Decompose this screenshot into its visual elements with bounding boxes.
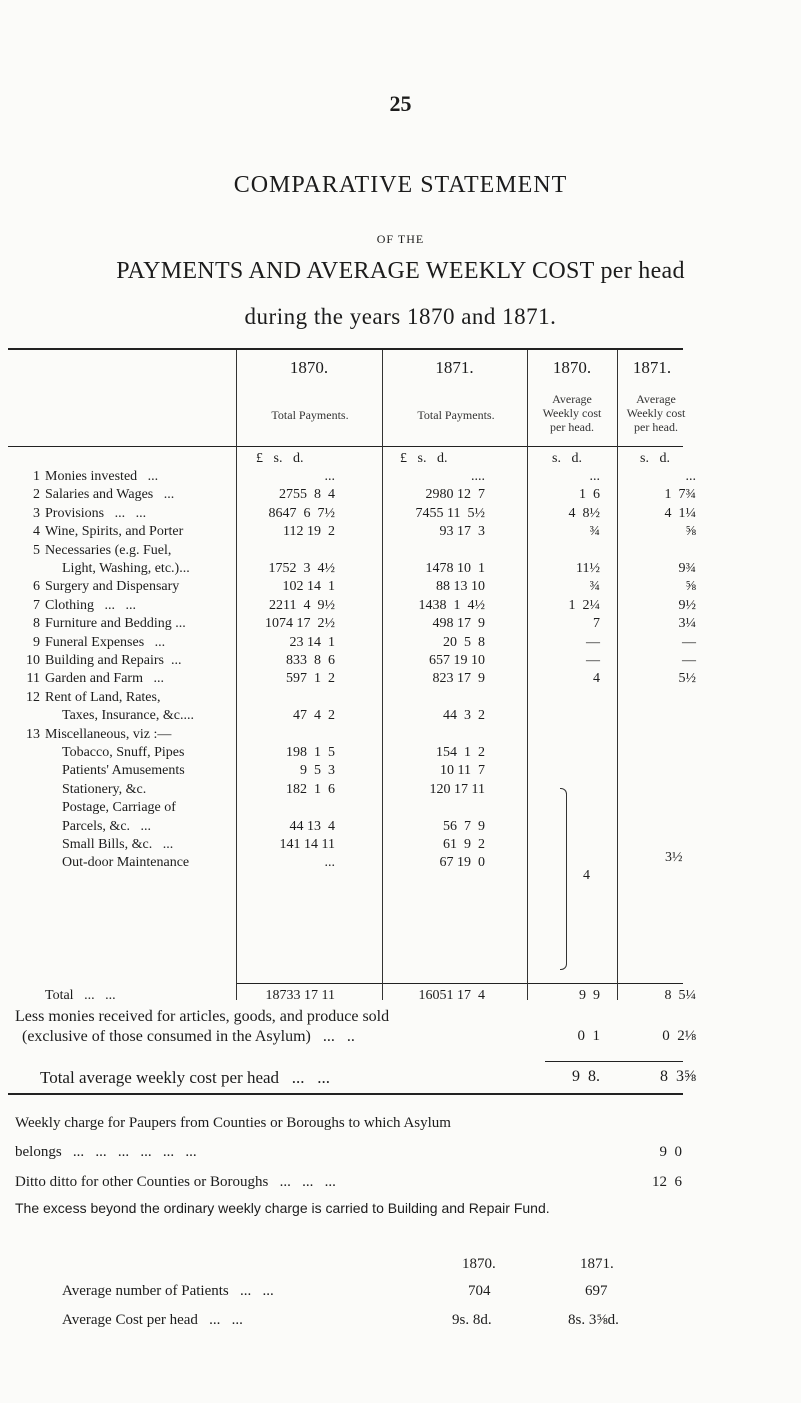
total-1871-cell: 88 13 10 <box>436 579 485 594</box>
table-row <box>0 597 801 615</box>
table-row <box>0 707 801 725</box>
header-year-1871-total: 1871. <box>435 358 474 377</box>
avg-cost-1871: 8s. 3⅝d. <box>568 1312 619 1328</box>
avg-1870-cell: ¾ <box>589 579 600 594</box>
summary-year-1871: 1871. <box>580 1256 614 1272</box>
total-1870-cell: 8647 6 7½ <box>268 506 335 521</box>
total-1870-cell: 9 5 3 <box>300 763 335 778</box>
row-item: Wine, Spirits, and Porter <box>45 524 184 539</box>
table-row <box>0 578 801 596</box>
row-number: 8 <box>33 616 40 631</box>
header-year-1870-avg: 1870. <box>552 358 592 377</box>
row-number: 13 <box>26 727 40 742</box>
row-number: 11 <box>26 671 40 686</box>
total-1870-cell: 1752 3 4½ <box>268 561 335 576</box>
excess-note: The excess beyond the ordinary weekly charge is carried to Building and Repair Fund. <box>15 1200 550 1216</box>
total-1870-cell: 47 4 2 <box>293 708 335 723</box>
avg-1871-cell: 5½ <box>678 671 696 686</box>
avg-1871-cell: 9¾ <box>678 561 696 576</box>
avg-1870-cell: — <box>586 653 600 668</box>
total-1871-cell: 61 9 2 <box>443 837 485 852</box>
avg-1870-cell: 1 2¼ <box>568 598 600 613</box>
avg-1870-cell: ... <box>589 469 600 484</box>
total-1870-cell: 141 14 11 <box>279 837 335 852</box>
row-item: Surgery and Dispensary <box>45 579 180 594</box>
avg-top-rule <box>545 1061 683 1062</box>
row-number: 4 <box>33 524 40 539</box>
total-1871-cell: 498 17 9 <box>432 616 485 631</box>
summary-year-1870: 1870. <box>462 1256 496 1272</box>
row-item: Monies invested ... <box>45 469 159 484</box>
row-item: Parcels, &c. ... <box>62 819 152 834</box>
avg-1871-cell: — <box>682 635 696 650</box>
row-number: 6 <box>33 579 40 594</box>
row-number: 12 <box>26 690 40 705</box>
table-row <box>0 542 801 560</box>
table-row <box>0 762 801 780</box>
total-1870-cell: ... <box>324 855 335 870</box>
row-item: Taxes, Insurance, &c.... <box>62 708 194 723</box>
total-1871-cell: 154 1 2 <box>436 745 485 760</box>
row-number: 3 <box>33 506 40 521</box>
avg-1870-cell: ¾ <box>589 524 600 539</box>
total-1870-cell: 23 14 1 <box>289 635 335 650</box>
total-1870-cell: 198 1 5 <box>286 745 335 760</box>
table-row <box>0 726 801 744</box>
title-connector: OF THE <box>376 232 425 246</box>
total-1871-cell: 120 17 11 <box>429 782 485 797</box>
row-number: 1 <box>33 469 40 484</box>
avg-cost-1870: 9s. 8d. <box>452 1312 492 1328</box>
row-item: Provisions ... ... <box>45 506 147 521</box>
page-number: 25 <box>389 91 412 116</box>
total-1871-cell: 93 17 3 <box>439 524 485 539</box>
row-item: Tobacco, Snuff, Pipes <box>62 745 185 760</box>
total-1871-cell: 56 7 9 <box>443 819 485 834</box>
total-1871-cell: 20 5 8 <box>443 635 485 650</box>
avg-1871-cell: 3¼ <box>678 616 696 631</box>
avg-1870-cell: — <box>586 635 600 650</box>
total-1871-cell: 657 19 10 <box>429 653 485 668</box>
table-row <box>0 652 801 670</box>
row-item: Funeral Expenses ... <box>45 635 166 650</box>
group-avg-1870: 4 <box>583 868 590 883</box>
row-number: 5 <box>33 543 40 558</box>
header-bottom-rule <box>8 446 683 447</box>
avg-weekly-1871: 8 3⅝ <box>660 1068 696 1085</box>
avg-1870-cell: 4 8½ <box>568 506 600 521</box>
units-1870-avg: s. d. <box>552 451 582 466</box>
header-label-1871-total: Total Payments. <box>417 408 495 422</box>
total-1870-cell: 102 14 1 <box>282 579 335 594</box>
total-1870-cell: 1074 17 2½ <box>265 616 335 631</box>
charge-2-value: 12 6 <box>652 1174 682 1190</box>
total-1871-cell: 1438 1 4½ <box>418 598 485 613</box>
row-item: Light, Washing, etc.)... <box>62 561 190 576</box>
table-row <box>0 505 801 523</box>
units-1871-total: £ s. d. <box>400 451 448 466</box>
table-bottom-rule <box>8 1093 683 1095</box>
row-item: Small Bills, &c. ... <box>62 837 174 852</box>
row-item: Building and Repairs ... <box>45 653 182 668</box>
row-item: Patients' Amusements <box>62 763 185 778</box>
total-1871-cell: .... <box>471 469 485 484</box>
charge-2-line-1: Ditto ditto for other Counties or Boroughs ... ... ... <box>15 1174 336 1190</box>
less-line-1: Less monies received for articles, goods, and produce sold <box>15 1008 390 1025</box>
table-row <box>0 689 801 707</box>
table-row <box>0 744 801 762</box>
row-item: Clothing ... ... <box>45 598 137 613</box>
row-item: Salaries and Wages ... <box>45 487 175 502</box>
charge-1-line-2: belongs ... ... ... ... ... ... <box>15 1144 197 1160</box>
table-row <box>0 523 801 541</box>
row-item: Furniture and Bedding ... <box>45 616 186 631</box>
header-label-1871-avg: Average Weekly cost per head. <box>626 392 686 434</box>
statement-subheading: during the years 1870 and 1871. <box>244 304 557 329</box>
total-1870: 18733 17 11 <box>265 988 335 1003</box>
avg-1871-cell: — <box>682 653 696 668</box>
statement-heading: PAYMENTS AND AVERAGE WEEKLY COST per head <box>116 258 685 284</box>
total-1870-cell: ... <box>324 469 335 484</box>
table-row <box>0 468 801 486</box>
less-line-2: (exclusive of those consumed in the Asylum) ... .. <box>22 1028 355 1045</box>
row-item: Out-door Maintenance <box>62 855 190 870</box>
table-row <box>0 486 801 504</box>
table-row <box>0 670 801 688</box>
total-1871-cell: 44 3 2 <box>443 708 485 723</box>
header-year-1871-avg: 1871. <box>632 358 672 377</box>
total-1870-cell: 833 8 6 <box>286 653 335 668</box>
header-year-1870-total: 1870. <box>289 358 329 377</box>
row-item: Miscellaneous, viz :— <box>45 727 172 742</box>
avg-patients-1871: 697 <box>585 1283 608 1299</box>
total-1871-cell: 1478 10 1 <box>425 561 485 576</box>
total-1871-cell: 67 19 0 <box>439 855 485 870</box>
total-avg-1871: 8 5¼ <box>664 988 696 1003</box>
less-avg-1871: 0 2⅛ <box>662 1028 696 1044</box>
group-avg-1871: 3½ <box>665 850 683 865</box>
total-1871-cell: 2980 12 7 <box>425 487 485 502</box>
avg-weekly-1870: 9 8. <box>572 1068 600 1085</box>
group-brace <box>560 788 567 970</box>
total-1870-cell: 2755 8 4 <box>279 487 335 502</box>
total-1870-cell: 2211 4 9½ <box>269 598 335 613</box>
avg-1871-cell: 4 1¼ <box>664 506 696 521</box>
total-1871-cell: 7455 11 5½ <box>415 506 485 521</box>
total-top-rule <box>236 983 683 984</box>
total-avg-1870: 9 9 <box>579 988 600 1003</box>
total-1870-cell: 112 19 2 <box>283 524 335 539</box>
row-item: Garden and Farm ... <box>45 671 164 686</box>
total-1870-cell: 597 1 2 <box>286 671 335 686</box>
table-row <box>0 781 801 799</box>
total-label: Total ... ... <box>45 988 116 1003</box>
row-number: 10 <box>26 653 40 668</box>
row-item: Stationery, &c. <box>62 782 147 797</box>
row-item: Rent of Land, Rates, <box>45 690 161 705</box>
avg-1870-cell: 11½ <box>576 561 600 576</box>
table-top-rule <box>8 348 683 350</box>
row-number: 7 <box>33 598 40 613</box>
less-avg-1870: 0 1 <box>577 1028 600 1044</box>
avg-1871-cell: ⅝ <box>685 524 696 539</box>
avg-cost-label: Average Cost per head ... ... <box>62 1312 243 1328</box>
units-1871-avg: s. d. <box>640 451 670 466</box>
avg-weekly-label: Total average weekly cost per head ... ... <box>40 1068 331 1087</box>
units-1870-total: £ s. d. <box>256 451 304 466</box>
total-1871-cell: 823 17 9 <box>432 671 485 686</box>
table-row <box>0 818 801 836</box>
avg-1870-cell: 4 <box>593 671 600 686</box>
total-1871-cell: 10 11 7 <box>440 763 485 778</box>
avg-patients-1870: 704 <box>468 1283 491 1299</box>
total-row <box>0 987 801 1005</box>
row-item: Postage, Carriage of <box>62 800 176 815</box>
total-1870-cell: 44 13 4 <box>289 819 335 834</box>
header-label-1870-total: Total Payments. <box>271 408 349 422</box>
avg-1870-cell: 7 <box>593 616 600 631</box>
row-number: 2 <box>33 487 40 502</box>
avg-1871-cell: 9½ <box>678 598 696 613</box>
avg-1871-cell: ... <box>685 469 696 484</box>
avg-1871-cell: ⅝ <box>685 579 696 594</box>
avg-1870-cell: 1 6 <box>579 487 600 502</box>
statement-title: COMPARATIVE STATEMENT <box>233 172 568 198</box>
charge-1-line-1: Weekly charge for Paupers from Counties or Boroughs to which Asylum <box>15 1115 451 1131</box>
total-1870-cell: 182 1 6 <box>286 782 335 797</box>
table-row <box>0 560 801 578</box>
avg-1871-cell: 1 7¾ <box>664 487 696 502</box>
total-1871: 16051 17 4 <box>418 988 485 1003</box>
row-number: 9 <box>33 635 40 650</box>
header-label-1870-avg: Average Weekly cost per head. <box>542 392 602 434</box>
row-item: Necessaries (e.g. Fuel, <box>45 543 172 558</box>
avg-patients-label: Average number of Patients ... ... <box>62 1283 274 1299</box>
table-row <box>0 799 801 817</box>
charge-1-value: 9 0 <box>659 1144 682 1160</box>
table-row <box>0 615 801 633</box>
table-row <box>0 634 801 652</box>
